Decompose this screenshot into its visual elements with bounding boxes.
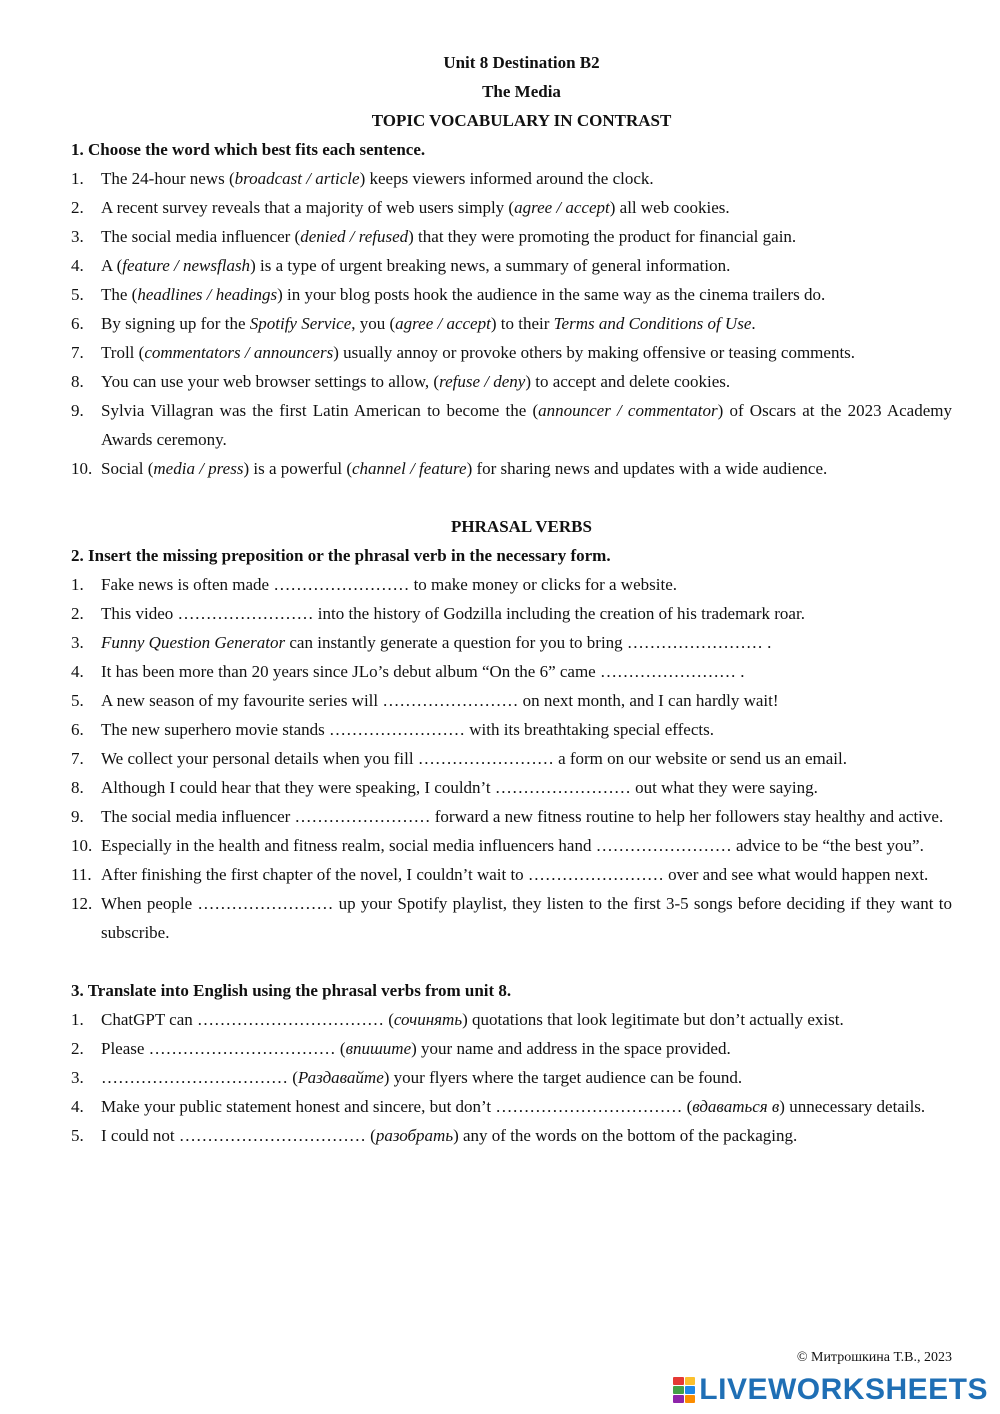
- logo-text: LIVEWORKSHEETS: [699, 1373, 988, 1406]
- italic-text: denied / refused: [300, 227, 409, 246]
- worksheet-page: [71, 48, 952, 1150]
- phrasal-verbs-heading: PHRASAL VERBS: [451, 517, 592, 536]
- item-text: When people …………………… up your Spotify playlist, they listen to the first 3-5 songs before deciding if they want to subscribe.: [101, 894, 952, 942]
- list-item: [71, 396, 952, 454]
- item-number: 2.: [71, 1039, 84, 1058]
- item-text: Make your public statement honest and sincere, but don’t …………………………… (: [101, 1097, 693, 1116]
- item-text: By signing up for the: [101, 314, 250, 333]
- list-item: [71, 193, 952, 222]
- item-number: 4.: [71, 1097, 84, 1116]
- item-text: ) in your blog posts hook the audience in the same way as the cinema trailers do.: [277, 285, 826, 304]
- section3-list: [71, 1005, 952, 1150]
- section2-instruction: 2. Insert the missing preposition or the phrasal verb in the necessary form.: [71, 546, 611, 565]
- item-text: ) that they were promoting the product for financial gain.: [408, 227, 797, 246]
- italic-text: announcer / commentator: [538, 401, 718, 420]
- worksheet-title: Unit 8 Destination B2: [443, 53, 600, 72]
- section1-instruction: 1. Choose the word which best fits each sentence.: [71, 140, 426, 159]
- list-item: [71, 744, 952, 773]
- item-text: A recent survey reveals that a majority of web users simply (: [101, 198, 515, 217]
- item-text: Sylvia Villagran was the first Latin American to become the (: [101, 401, 539, 420]
- list-item: [71, 889, 952, 947]
- list-item: [71, 222, 952, 251]
- item-text: ) of Oscars at the 2023 Academy Awards ceremony.: [101, 401, 952, 449]
- item-text: It has been more than 20 years since JLo’s debut album “On the 6” came …………………… .: [101, 662, 745, 681]
- logo-square: [673, 1377, 684, 1385]
- section2-list: [71, 570, 952, 947]
- worksheet-subtitle: The Media: [482, 82, 561, 101]
- item-text: The (: [101, 285, 138, 304]
- section1-list: [71, 164, 952, 483]
- italic-text: media / press: [153, 459, 244, 478]
- item-number: 3.: [71, 633, 84, 652]
- list-item: [71, 1034, 952, 1063]
- italic-text: broadcast / article: [234, 169, 360, 188]
- item-text: ) your name and address in the space provided.: [411, 1039, 731, 1058]
- logo-square: [685, 1395, 696, 1403]
- item-text: ChatGPT can …………………………… (: [101, 1010, 394, 1029]
- item-number: 2.: [71, 198, 84, 217]
- item-text: ) to accept and delete cookies.: [525, 372, 731, 391]
- item-number: 4.: [71, 662, 84, 681]
- item-text: ) is a powerful (: [243, 459, 353, 478]
- item-text: ) keeps viewers informed around the clock.: [359, 169, 654, 188]
- item-text: .: [751, 314, 756, 333]
- item-text: ) all web cookies.: [609, 198, 730, 217]
- list-item: [71, 251, 952, 280]
- list-item: [71, 338, 952, 367]
- item-number: 1.: [71, 169, 84, 188]
- item-number: 10.: [71, 836, 93, 855]
- italic-text: Раздавайте: [297, 1068, 384, 1087]
- item-number: 11.: [71, 865, 92, 884]
- item-text: Especially in the health and fitness realm, social media influencers hand …………………… advice to be “the best you”.: [101, 836, 924, 855]
- item-text: The 24-hour news (: [101, 169, 235, 188]
- list-item: [71, 860, 952, 889]
- list-item: [71, 657, 952, 686]
- list-item: [71, 773, 952, 802]
- list-item: [71, 686, 952, 715]
- item-number: 5.: [71, 285, 84, 304]
- item-text: Fake news is often made …………………… to make money or clicks for a website.: [101, 575, 677, 594]
- vocabulary-heading: TOPIC VOCABULARY IN CONTRAST: [371, 111, 672, 130]
- item-text: can instantly generate a question for you to bring …………………… .: [285, 633, 772, 652]
- item-number: 8.: [71, 372, 84, 391]
- item-text: The social media influencer …………………… forward a new fitness routine to help her followers stay healthy and active.: [101, 807, 944, 826]
- list-item: [71, 628, 952, 657]
- list-item: [71, 1121, 952, 1150]
- item-text: ) your flyers where the target audience can be found.: [383, 1068, 743, 1087]
- item-number: 9.: [71, 401, 84, 420]
- italic-text: agree / accept: [514, 198, 610, 217]
- item-text: ) usually annoy or provoke others by making offensive or teasing comments.: [333, 343, 856, 362]
- italic-text: сочинять: [393, 1010, 463, 1029]
- item-text: ) quotations that look legitimate but don’t actually exist.: [462, 1010, 844, 1029]
- italic-text: headlines / headings: [137, 285, 278, 304]
- italic-text: разобрать: [375, 1126, 454, 1145]
- item-text: This video …………………… into the history of Godzilla including the creation of his trademark roar.: [101, 604, 805, 623]
- item-text: Social (: [101, 459, 154, 478]
- item-text: I could not …………………………… (: [101, 1126, 376, 1145]
- italic-text: вдаваться в: [692, 1097, 780, 1116]
- list-item: [71, 280, 952, 309]
- copyright-notice: © Митрошкина Т.В., 2023: [796, 1350, 952, 1365]
- italic-text: channel / feature: [352, 459, 467, 478]
- item-number: 6.: [71, 720, 84, 739]
- italic-text: feature / newsflash: [122, 256, 251, 275]
- list-item: [71, 831, 952, 860]
- item-number: 4.: [71, 256, 84, 275]
- item-text: The social media influencer (: [101, 227, 301, 246]
- item-number: 3.: [71, 227, 84, 246]
- item-number: 9.: [71, 807, 84, 826]
- list-item: [71, 367, 952, 396]
- item-text: You can use your web browser settings to allow, (: [101, 372, 440, 391]
- italic-text: Spotify Service: [249, 314, 352, 333]
- italic-text: agree / accept: [395, 314, 491, 333]
- italic-text: Funny Question Generator: [101, 633, 286, 652]
- list-item: [71, 715, 952, 744]
- logo-square: [685, 1377, 696, 1385]
- section3-instruction: 3. Translate into English using the phrasal verbs from unit 8.: [71, 981, 512, 1000]
- italic-text: refuse / deny: [439, 372, 526, 391]
- list-item: [71, 164, 952, 193]
- spacer: [71, 947, 952, 976]
- liveworksheets-logo-icon: [673, 1377, 695, 1403]
- item-text: The new superhero movie stands …………………… with its breathtaking special effects.: [101, 720, 714, 739]
- item-text: Please …………………………… (: [101, 1039, 346, 1058]
- item-number: 6.: [71, 314, 84, 333]
- logo-square: [673, 1386, 684, 1394]
- item-number: 12.: [71, 894, 93, 913]
- spacer: [71, 483, 952, 512]
- item-number: 5.: [71, 1126, 84, 1145]
- item-number: 1.: [71, 1010, 84, 1029]
- logo-square: [685, 1386, 696, 1394]
- item-text: ) for sharing news and updates with a wide audience.: [466, 459, 828, 478]
- item-number: 5.: [71, 691, 84, 710]
- italic-text: впишите: [345, 1039, 412, 1058]
- item-text: Although I could hear that they were speaking, I couldn’t …………………… out what they were saying.: [101, 778, 818, 797]
- item-text: …………………………… (: [101, 1068, 298, 1087]
- list-item: [71, 454, 952, 483]
- item-text: ) any of the words on the bottom of the packaging.: [453, 1126, 798, 1145]
- item-number: 2.: [71, 604, 84, 623]
- item-number: 7.: [71, 749, 84, 768]
- item-text: ) is a type of urgent breaking news, a summary of general information.: [250, 256, 731, 275]
- list-item: [71, 802, 952, 831]
- italic-text: commentators / announcers: [144, 343, 334, 362]
- item-text: ) to their: [490, 314, 554, 333]
- list-item: [71, 1092, 952, 1121]
- list-item: [71, 1005, 952, 1034]
- list-item: [71, 1063, 952, 1092]
- item-text: A (: [101, 256, 123, 275]
- item-text: After finishing the first chapter of the novel, I couldn’t wait to …………………… over and see what would happen next.: [101, 865, 929, 884]
- list-item: [71, 309, 952, 338]
- item-text: ) unnecessary details.: [779, 1097, 926, 1116]
- item-number: 3.: [71, 1068, 84, 1087]
- logo-square: [673, 1395, 684, 1403]
- list-item: [71, 570, 952, 599]
- italic-text: Terms and Conditions of Use: [553, 314, 752, 333]
- item-text: Troll (: [101, 343, 145, 362]
- item-number: 1.: [71, 575, 84, 594]
- item-number: 10.: [71, 459, 93, 478]
- item-text: A new season of my favourite series will …………………… on next month, and I can hardly wait!: [101, 691, 779, 710]
- item-text: , you (: [351, 314, 396, 333]
- item-number: 8.: [71, 778, 84, 797]
- list-item: [71, 599, 952, 628]
- item-number: 7.: [71, 343, 84, 362]
- item-text: We collect your personal details when you fill …………………… a form on our website or send us an email.: [101, 749, 847, 768]
- liveworksheets-logo[interactable]: [673, 1374, 988, 1406]
